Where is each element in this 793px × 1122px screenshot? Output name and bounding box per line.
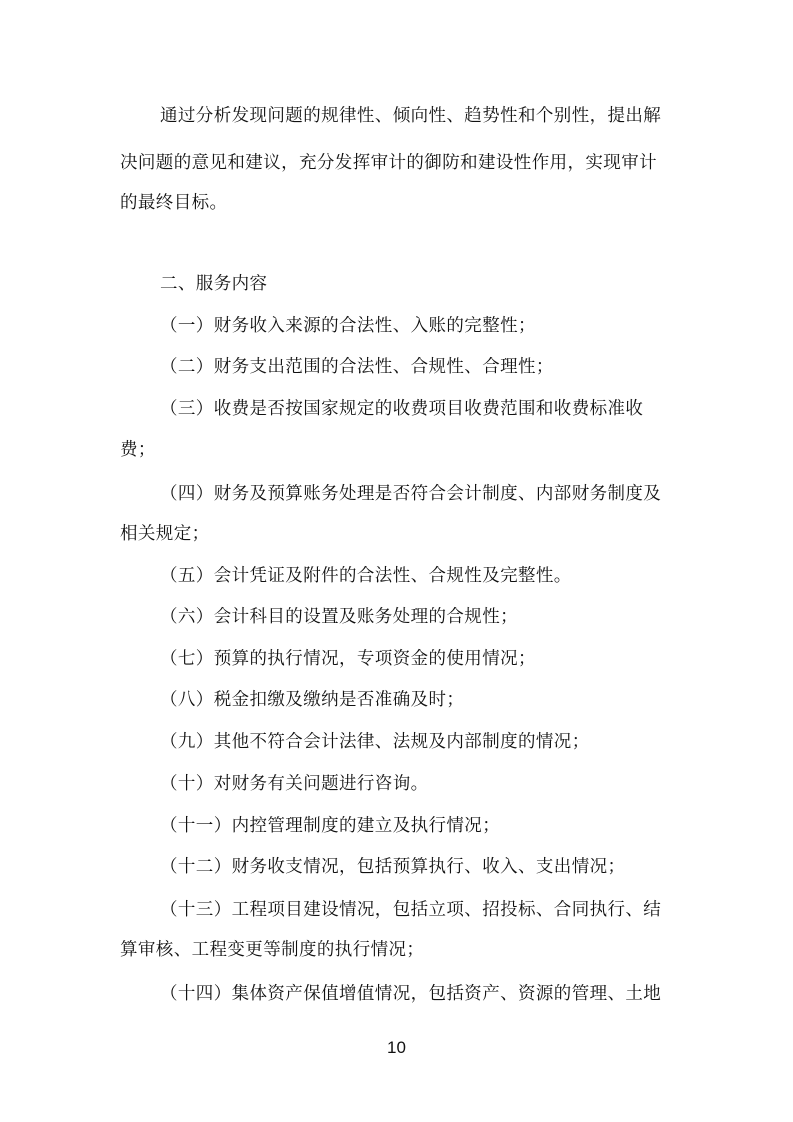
item-3: （三）收费是否按国家规定的收费项目收费范围和收费标准收 (160, 399, 644, 419)
intro-line-2: 决问题的意见和建议，充分发挥审计的御防和建设性作用，实现审计 (120, 153, 657, 173)
item-3-cont: 费； (120, 440, 156, 460)
item-5: （五）会计凭证及附件的合法性、合规性及完整性。 (160, 566, 572, 586)
page-number: 10 (387, 1038, 406, 1057)
item-8: （八）税金扣缴及缴纳是否准确及时； (160, 690, 465, 710)
item-13: （十三）工程项目建设情况，包括立项、招投标、合同执行、结 (160, 900, 662, 920)
item-9: （九）其他不符合会计法律、法规及内部制度的情况； (160, 732, 590, 752)
item-10: （十）对财务有关问题进行咨询。 (160, 774, 429, 794)
intro-line-3: 的最终目标。 (120, 193, 228, 213)
body-text (120, 0, 680, 1122)
item-14: （十四）集体资产保值增值情况，包括资产、资源的管理、土地 (160, 984, 662, 1004)
item-1: （一）财务收入来源的合法性、入账的完整性； (160, 316, 536, 336)
section-heading: 二、服务内容 (160, 274, 268, 294)
item-11: （十一）内控管理制度的建立及执行情况； (160, 816, 501, 836)
item-2: （二）财务支出范围的合法性、合规性、合理性； (160, 357, 554, 377)
intro-line-1: 通过分析发现问题的规律性、倾向性、趋势性和个别性，提出解 (160, 106, 662, 126)
item-7: （七）预算的执行情况，专项资金的使用情况； (160, 649, 536, 669)
item-6: （六）会计科目的设置及账务处理的合规性； (160, 607, 518, 627)
item-12: （十二）财务收支情况，包括预算执行、收入、支出情况； (160, 857, 626, 877)
item-4: （四）财务及预算账务处理是否符合会计制度、内部财务制度及 (160, 484, 662, 504)
item-13-cont: 算审核、工程变更等制度的执行情况； (120, 940, 425, 960)
item-4-cont: 相关规定； (120, 524, 210, 544)
